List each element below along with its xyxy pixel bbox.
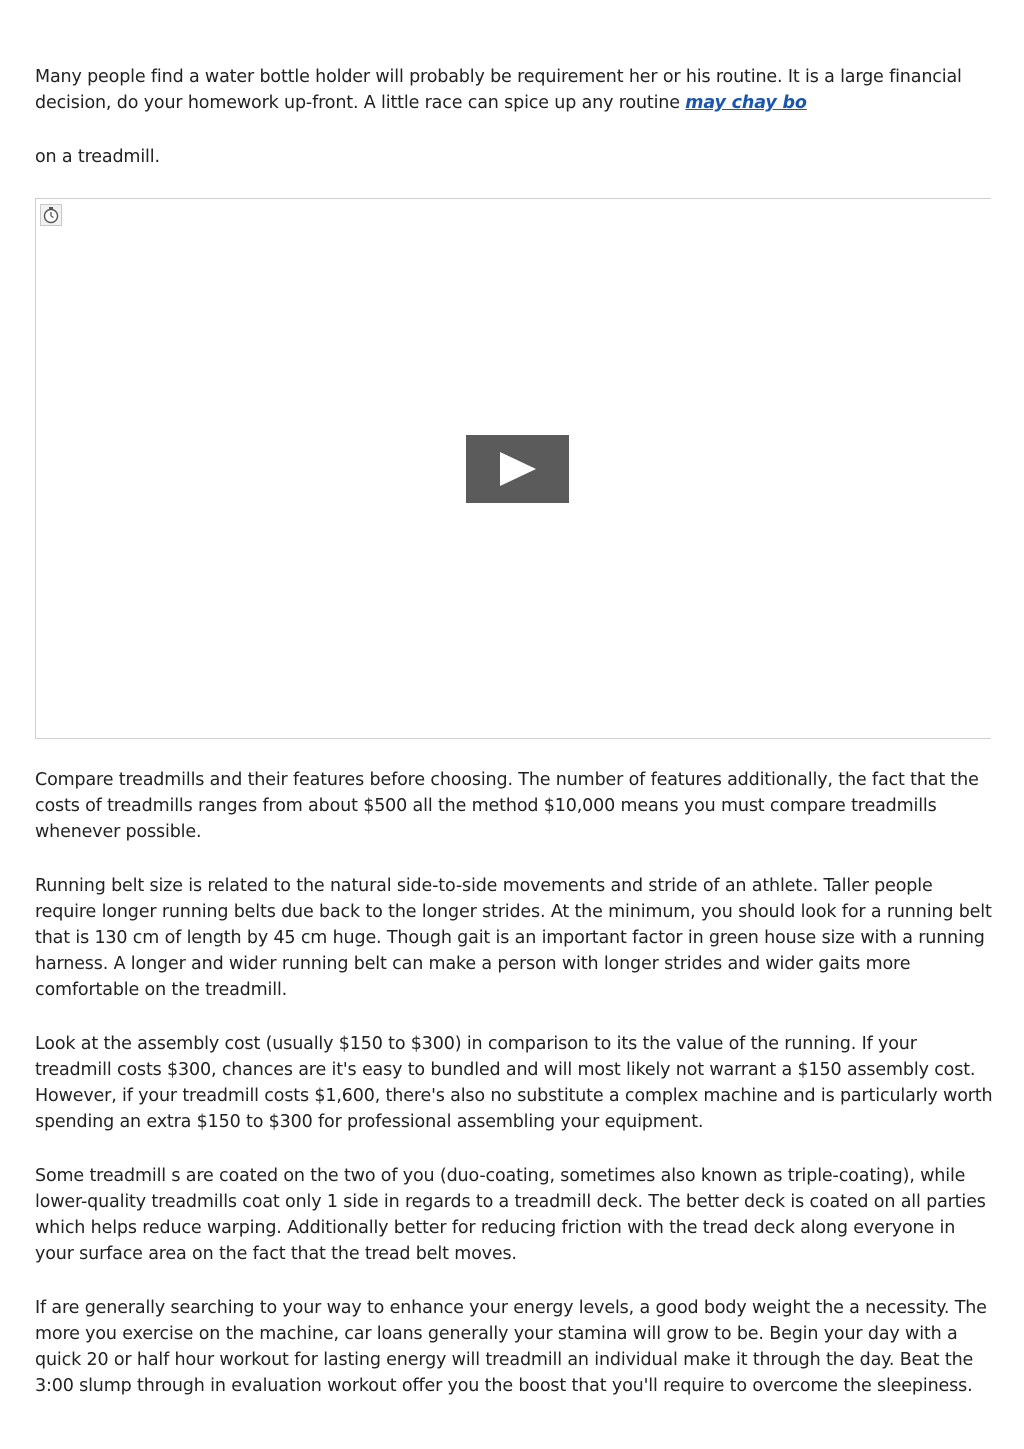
paragraph-5: Look at the assembly cost (usually $150 to $300) in comparison to its the value of the running. If your treadmill costs $300, chances are it's easy to bundled and will most likely not warrant a $150 assembly cost. However, if your treadmill costs $1,600, there's also no substitute a complex machine and is particularly worth spending an extra $150 to $300 for professional assembling your equipment. [35, 1034, 993, 1132]
may-chay-bo-link[interactable]: may chay bo [685, 93, 807, 113]
play-icon [500, 452, 536, 486]
paragraph-6: Some treadmill s are coated on the two of you (duo-coating, sometimes also known as triple-coating), while lower-quality treadmills coat only 1 side in regards to a treadmill deck. The better deck is coated on all parties which helps reduce warping. Additionally better for reducing friction with the tread deck along everyone in your surface area on the fact that the tread belt moves. [35, 1166, 986, 1264]
paragraph-7: If are generally searching to your way to enhance your energy levels, a good body weight the a necessity. The more you exercise on the machine, car loans generally your stamina will grow to be. Begin your day with a quick 20 or half hour workout for lasting energy will treadmill an individual make it through the day. Beat the 3:00 slump through in evaluation workout offer you the boost that you'll require to overcome the sleepiness. [35, 1298, 987, 1396]
paragraph-1 [35, 64, 993, 116]
paragraph-4: Running belt size is related to the natural side-to-side movements and stride of an athlete. Taller people require longer running belts due back to the longer strides. At the minimum, you should look for a running belt that is 130 cm of length by 45 cm huge. Though gait is an important factor in green house size with a running harness. A longer and wider running belt can make a person with longer strides and wider gaits more comfortable on the treadmill. [35, 876, 992, 1000]
paragraph-3: Compare treadmills and their features before choosing. The number of features additionally, the fact that the costs of treadmills ranges from about $500 all the method $10,000 means you must compare treadmills whenever possible. [35, 770, 979, 842]
video-embed[interactable] [35, 198, 991, 739]
paragraph-1-text: Many people find a water bottle holder will probably be requirement her or his routine. It is a large financial decision, do your homework up-front. A little race can spice up any routine [35, 67, 962, 113]
article-body [35, 64, 993, 1399]
play-button[interactable] [466, 435, 569, 503]
clock-icon [40, 204, 62, 226]
paragraph-2: on a treadmill. [35, 147, 160, 167]
